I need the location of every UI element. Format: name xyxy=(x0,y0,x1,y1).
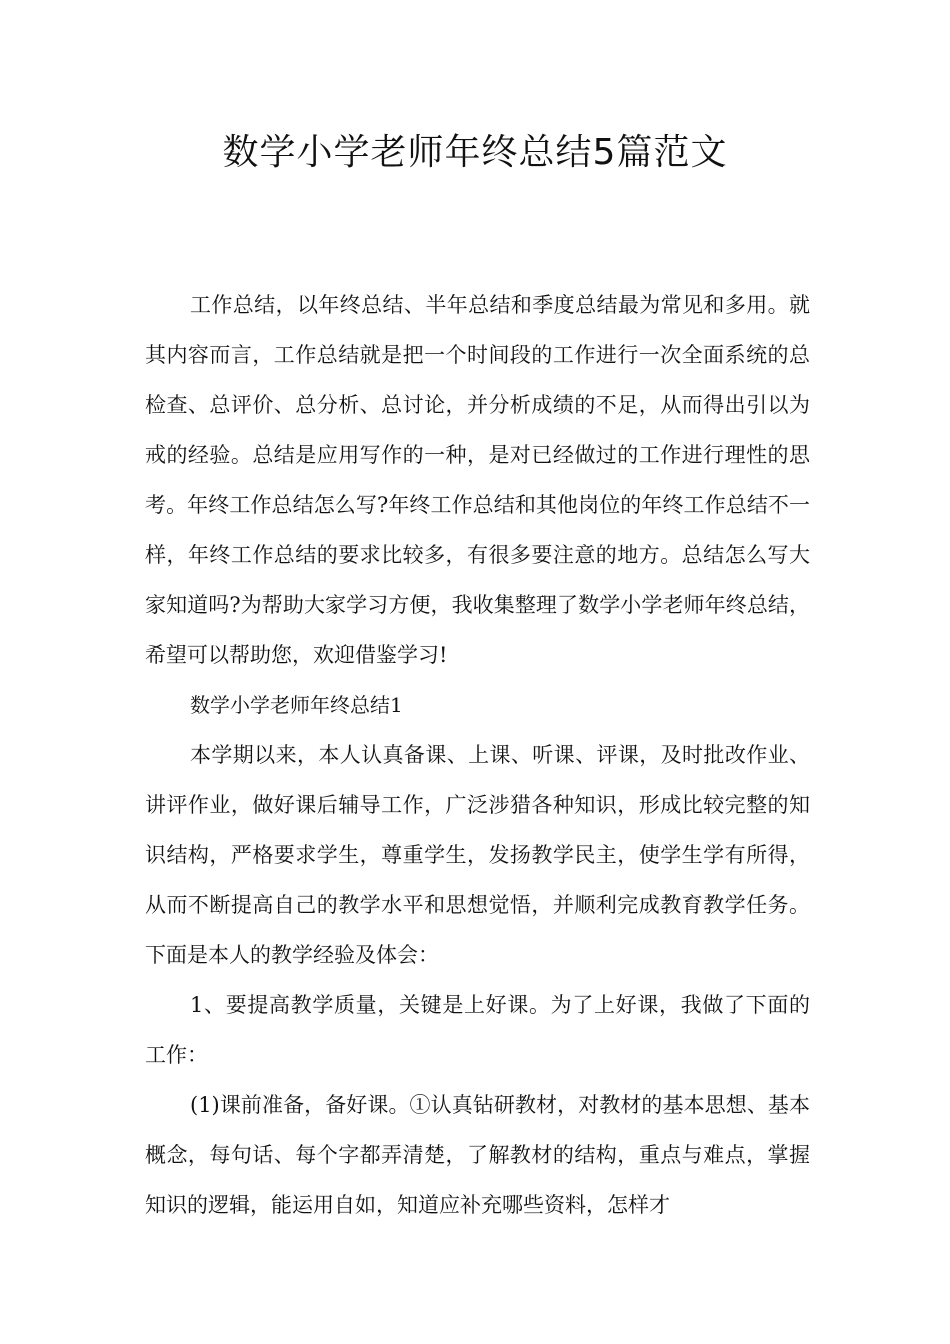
document-body xyxy=(145,280,810,1230)
sub-item-paragraph-1: (1)课前准备，备好课。①认真钻研教材，对教材的基本思想、基本概念，每句话、每个字都弄清楚，了解教材的结构，重点与难点，掌握知识的逻辑，能运用自如，知道应补充哪些资料，怎样才 xyxy=(145,1093,810,1217)
section-heading-1: 数学小学老师年终总结1 xyxy=(190,693,403,717)
document-title: 数学小学老师年终总结5篇范文 xyxy=(222,132,728,173)
body-paragraph: 本学期以来，本人认真备课、上课、听课、评课，及时批改作业、讲评作业，做好课后辅导工作，广泛涉猎各种知识，形成比较完整的知识结构，严格要求学生，尊重学生，发扬教学民主，使学生学有所得，从而不断提高自己的教学水平和思想觉悟，并顺利完成教育教学任务。下面是本人的教学经验及体会： xyxy=(145,743,810,967)
numbered-paragraph-1: 1、要提高教学质量，关键是上好课。为了上好课，我做了下面的工作： xyxy=(145,993,810,1067)
intro-paragraph: 工作总结，以年终总结、半年总结和季度总结最为常见和多用。就其内容而言，工作总结就是把一个时间段的工作进行一次全面系统的总检查、总评价、总分析、总讨论，并分析成绩的不足，从而得出引以为戒的经验。总结是应用写作的一种，是对已经做过的工作进行理性的思考。年终工作总结怎么写?年终工作总结和其他岗位的年终工作总结不一样，年终工作总结的要求比较多，有很多要注意的地方。总结怎么写大家知道吗?为帮助大家学习方便，我收集整理了数学小学老师年终总结，希望可以帮助您，欢迎借鉴学习! xyxy=(145,293,810,667)
